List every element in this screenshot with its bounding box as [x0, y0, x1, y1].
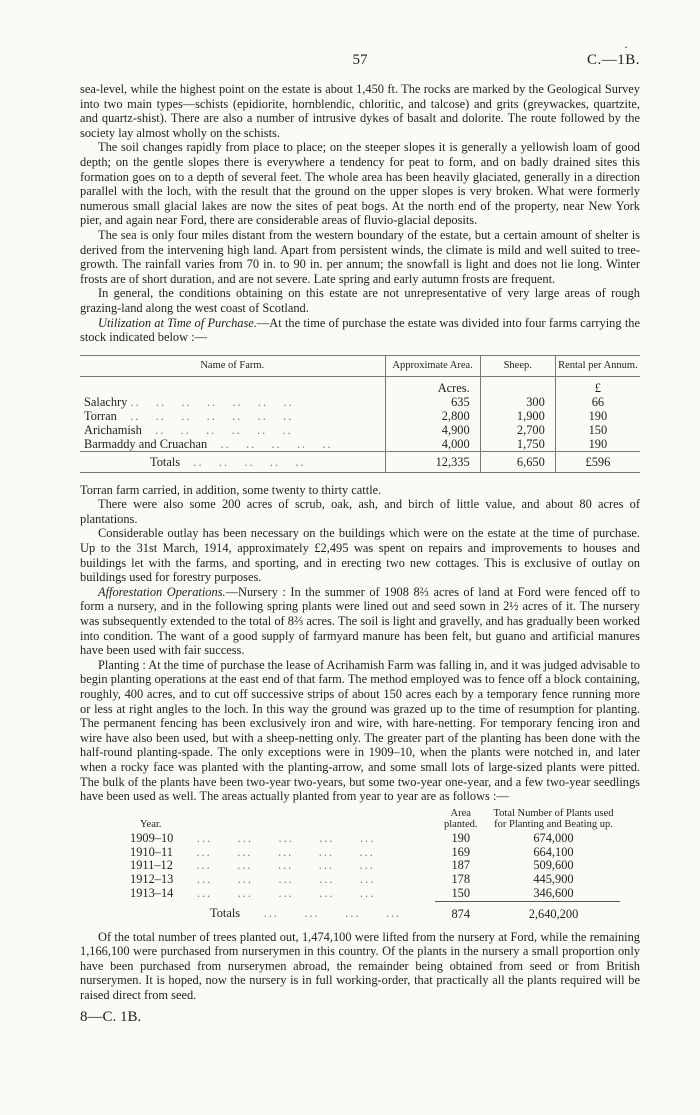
- year: 1909–10: [130, 830, 174, 845]
- unit-rental: £: [555, 376, 640, 395]
- farm-area: 4,900: [385, 423, 480, 437]
- col-header-area: Approximate Area.: [385, 355, 480, 376]
- year: 1910–11: [130, 844, 173, 859]
- table-row: 1912–13 ... ... ... ... ... 178 445,900: [120, 873, 620, 887]
- total-sheep: 6,650: [480, 451, 555, 472]
- page-footer: 8—C. 1B.: [80, 1008, 142, 1025]
- col-header-plants: Total Number of Plants used for Planting and Beating up.: [493, 807, 614, 830]
- area-planted: 169: [451, 844, 471, 859]
- planting-table: [120, 808, 620, 922]
- utilization-text: —At the time of purchase the estate was divided into four farms carrying the stock indicated below :—: [80, 315, 640, 345]
- farm-area: 4,000: [385, 437, 480, 452]
- total-area-planted: 874: [435, 901, 487, 921]
- paragraph: The soil changes rapidly from place to place; on the steeper slopes it is generally a yellowish loam of good depth; on the gentle slopes there is everywhere a tendency for peat to form, and on badly drained sites this formation goes on to a depth of several feet. The whole area has been heavily glaciated, generally in a direction parallel with the loch, with the result that the ground on the upper slopes is very broken. What were formerly numerous small glacial lakes are now the sites of peat bogs. At the north end of the property, near New York pier, and again near Ford, there are considerable areas of fluvio-glacial deposits.: [80, 140, 640, 228]
- total-rent: £596: [555, 451, 640, 472]
- table-row: 1909–10 ... ... ... ... ... 190 674,000: [120, 832, 620, 846]
- farm-rent: 190: [555, 409, 640, 423]
- plants-used: 664,100: [533, 844, 574, 859]
- plants-used: 509,600: [533, 858, 574, 873]
- total-area: 12,335: [385, 451, 480, 472]
- document-code: C.—1B.: [586, 52, 640, 68]
- totals-label: Totals: [150, 454, 181, 469]
- col-header-sheep: Sheep.: [480, 355, 555, 376]
- unit-area: Acres.: [385, 376, 480, 395]
- farm-rent: 190: [555, 437, 640, 452]
- col-header-rental: Rental per Annum.: [555, 355, 640, 376]
- farm-name: Arichamish: [84, 422, 142, 437]
- area-planted: 187: [451, 858, 471, 873]
- table-row: Barmaddy and Cruachan .. .. .. .. .. 4,000 1,750 190: [80, 437, 640, 452]
- table-row: Salachry .. .. .. .. .. .. .. 635 300 66: [80, 395, 640, 409]
- afforestation-text: —Nursery : In the summer of 1908 8⅔ acres of land at Ford were fenced off to form a nursery, and in the following spring plants were lined out and seed sown in 2½ acres of it. The nursery was subsequently extended to the total of 8⅔ acres. The soil is light and gravelly, and has gradually been worked into condition. The want of a good supply of farmyard manure has been felt, but guano and artificial manures have been used with fair success.: [80, 584, 640, 658]
- paragraph: Torran farm carried, in addition, some twenty to thirty cattle.: [80, 482, 382, 497]
- page-header: [80, 40, 640, 82]
- farm-sheep: 300: [480, 395, 555, 409]
- plants-used: 445,900: [533, 872, 574, 887]
- utilization-heading: Utilization at Time of Purchase.: [98, 315, 257, 330]
- farm-name: Salachry: [84, 394, 128, 409]
- farm-stock-table: [80, 355, 640, 473]
- farm-name: Torran: [84, 408, 117, 423]
- year: 1912–13: [130, 872, 174, 887]
- col-header-year: Year.: [140, 818, 162, 830]
- area-planted: 150: [451, 885, 471, 900]
- farm-rent: 66: [555, 395, 640, 409]
- farm-area: 2,800: [385, 409, 480, 423]
- unit-sheep: [480, 376, 555, 395]
- col-header-farm: Name of Farm.: [80, 355, 385, 376]
- area-planted: 178: [451, 872, 471, 887]
- year: 1913–14: [130, 886, 174, 901]
- plants-used: 346,600: [533, 885, 574, 900]
- farm-sheep: 1,900: [480, 409, 555, 423]
- paragraph: In general, the conditions obtaining on this estate are not unrepresentative of very large areas of rough grazing-land along the west coast of Scotland.: [80, 286, 640, 315]
- farm-rent: 150: [555, 423, 640, 437]
- table-row: 1911–12 ... ... ... ... ... 187 509,600: [120, 859, 620, 873]
- plants-used: 674,000: [533, 830, 574, 845]
- area-planted: 190: [451, 830, 471, 845]
- total-plants-used: 2,640,200: [487, 901, 620, 921]
- document-page: [80, 40, 640, 1026]
- table-row: Arichamish .. .. .. .. .. .. 4,900 2,700 150: [80, 423, 640, 437]
- planting-paragraph: Planting : At the time of purchase the lease of Acrihamish Farm was falling in, and it was judged advisable to begin planting operations at the east end of that farm. The method employed was to fence off a block containing, roughly, 400 acres, and to cut off successive strips of about 150 acres each by a temporary fence running more or less at right angles to the loch. In this way the ground was grazed up to the time of resumption for planting. The permanent fencing has been exclusively iron and wire, with hare-netting. For temporary fencing iron and wire have also been used, but with a sheep-netting only. The greater part of the planting has been done with the half-round planting-spade. The only exceptions were in 1909–10, when the plants were notched in, and later when a rocky face was planted with the planting-arrow, and some small lots of large-sized plants were pitted. The bulk of the plants have been two-year two-years, but some two-year one-year, and a few two-year seedlings have been used as well. The areas actually planted from year to year are as follows :—: [80, 657, 640, 804]
- page-number: 57: [352, 52, 368, 68]
- afforestation-heading: Afforestation Operations.: [98, 584, 226, 599]
- col-header-area-planted: Area planted.: [443, 807, 478, 830]
- utilization-paragraph: [80, 316, 640, 345]
- year: 1911–12: [130, 858, 173, 873]
- totals-label: Totals: [210, 906, 241, 921]
- table-row: Torran .. .. .. .. .. .. .. 2,800 1,900 190: [80, 409, 640, 423]
- paragraph: The sea is only four miles distant from the western boundary of the estate, but a certain amount of shelter is derived from the intervening high land. Apart from persistent winds, the climate is mild and well suited to tree-growth. The rainfall varies from 70 in. to 90 in. per annum; the snowfall is light and does not lie long. Winter frosts are of short duration, and are not severe. Late spring and early autumn frosts are frequent.: [80, 227, 640, 286]
- farm-area: 635: [385, 395, 480, 409]
- farm-sheep: 1,750: [480, 437, 555, 452]
- afforestation-paragraph: [80, 585, 640, 658]
- paragraph: Of the total number of trees planted out, 1,474,100 were lifted from the nursery at Ford, while the remaining 1,166,100 were purchased from nurserymen in this country. Of the plants in the nursery a small proportion only have been purchased from nurserymen abroad, the remainder being obtained from seed or from British nurserymen. It is hoped, now the nursery is in full working-order, that practically all the plants required will be raised direct from seed.: [80, 929, 640, 1002]
- table-units-row: [80, 376, 640, 395]
- table-totals-row: Totals ... ... ... ... 874 2,640,200: [120, 901, 620, 921]
- farm-sheep: 2,700: [480, 423, 555, 437]
- table-row: 1913–14 ... ... ... ... ... 150 346,600: [120, 887, 620, 901]
- table-row: 1910–11 ... ... ... ... ... 169 664,100: [120, 846, 620, 860]
- farm-name: Barmaddy and Cruachan: [84, 436, 208, 451]
- paragraph: sea-level, while the highest point on the estate is about 1,450 ft. The rocks are marked by the Geological Survey into two main types—schists (epidiorite, hornblendic, chloritic, and talcose) and grits (greywackes, quartzite, and quartz-shist). There are also a number of intrusive dykes of basalt and dolorite. The route followed by the society lay almost wholly on the schists.: [80, 82, 640, 140]
- paragraph: Considerable outlay has been necessary on the buildings which were on the estate at the time of purchase. Up to the 31st March, 1914, approximately £2,495 was spent on repairs and improvements to houses and buildings let with the farms, and sporting, and in erecting two new cottages. This is exclusive of outlay on buildings used for forestry purposes.: [80, 526, 640, 585]
- table-totals-row: Totals .. .. .. .. .. 12,335 6,650 £596: [80, 451, 640, 472]
- paragraph: There were also some 200 acres of scrub, oak, ash, and birch of little value, and about 80 acres of plantations.: [80, 497, 640, 526]
- header-dot: ·: [624, 40, 628, 54]
